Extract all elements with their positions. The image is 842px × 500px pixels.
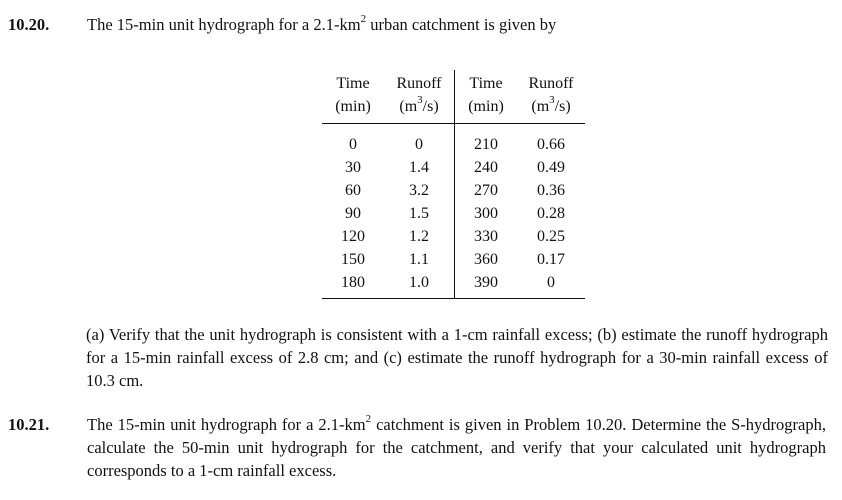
cell: 3.2 (409, 182, 429, 199)
cell: 0 (349, 136, 357, 153)
cell: 1.4 (409, 159, 429, 176)
cell: 240 (455, 156, 518, 179)
header-runoff-1: Runoff (396, 75, 442, 92)
table-row (322, 271, 585, 299)
intro-text: The 15-min unit hydrograph for a 2.1-km (87, 15, 361, 34)
cell: 210 (455, 124, 518, 157)
table-header-row (322, 70, 585, 95)
problem-10-20-question: (a) Verify that the unit hydrograph is consistent with a 1-cm rainfall excess; (b) estimate the runoff hydrograph for a 15-min rainfall excess of 2.8 cm; and (c) estimate the runoff hydrograph for a 30-min rainfall excess of 10.3 cm. (86, 325, 828, 390)
cell: 0.25 (537, 228, 565, 245)
table-row (322, 156, 585, 179)
cell: 1.2 (409, 228, 429, 245)
cell: 1.0 (409, 274, 429, 291)
cell: 270 (455, 179, 518, 202)
superscript: 3 (549, 93, 555, 106)
unit-flow-2: $(m^3/s)$ (531, 93, 571, 115)
problem-number: 10.20. (8, 15, 50, 34)
cell: 390 (455, 271, 518, 299)
cell: 1.5 (409, 205, 429, 222)
cell: 90 (345, 205, 361, 222)
problem-number: 10.21. (8, 415, 50, 434)
cell: 120 (341, 228, 365, 245)
cell: 180 (341, 274, 365, 291)
cell: 0.66 (537, 136, 565, 153)
table-row (322, 202, 585, 225)
header-runoff-2: Runoff (528, 75, 574, 92)
cell: 0.28 (537, 205, 565, 222)
intro-text-end: urban catchment is given by (366, 15, 557, 34)
cell: 0.17 (537, 251, 565, 268)
unit-min-1: (min) (335, 98, 371, 115)
cell: 360 (455, 248, 518, 271)
unit-hydrograph-table (322, 70, 585, 299)
cell: 0 (415, 136, 423, 153)
cell: 300 (455, 202, 518, 225)
unit-flow-1: $(m^3/s)$ (399, 93, 439, 115)
table-unit-row (322, 95, 585, 124)
cell: 150 (341, 251, 365, 268)
cell: 30 (345, 159, 361, 176)
superscript: 2 (365, 412, 372, 425)
cell: 0 (547, 274, 555, 291)
cell: 330 (455, 225, 518, 248)
unit-min-2: (min) (455, 95, 518, 124)
table-row (322, 248, 585, 271)
table-row (322, 179, 585, 202)
cell: 0.36 (537, 182, 565, 199)
table-row (322, 225, 585, 248)
header-time-2: Time (455, 70, 518, 95)
superscript: 3 (417, 93, 423, 106)
cell: 1.1 (409, 251, 429, 268)
superscript: 2 (360, 12, 367, 25)
cell: 0.49 (537, 159, 565, 176)
table-row (322, 124, 585, 157)
problem-intro (87, 13, 556, 36)
header-time-1: Time (336, 75, 370, 92)
problem-text: The 15-min unit hydrograph for a $2.1-km^2$ catchment is given in Problem 10.20. Determine the S-hydrograph, calculate the 50-min unit hydrograph for the catchment, and verify that your calculated unit hydrograph corresponds to a 1-cm rainfall excess. (87, 412, 826, 480)
cell: 60 (345, 182, 361, 199)
